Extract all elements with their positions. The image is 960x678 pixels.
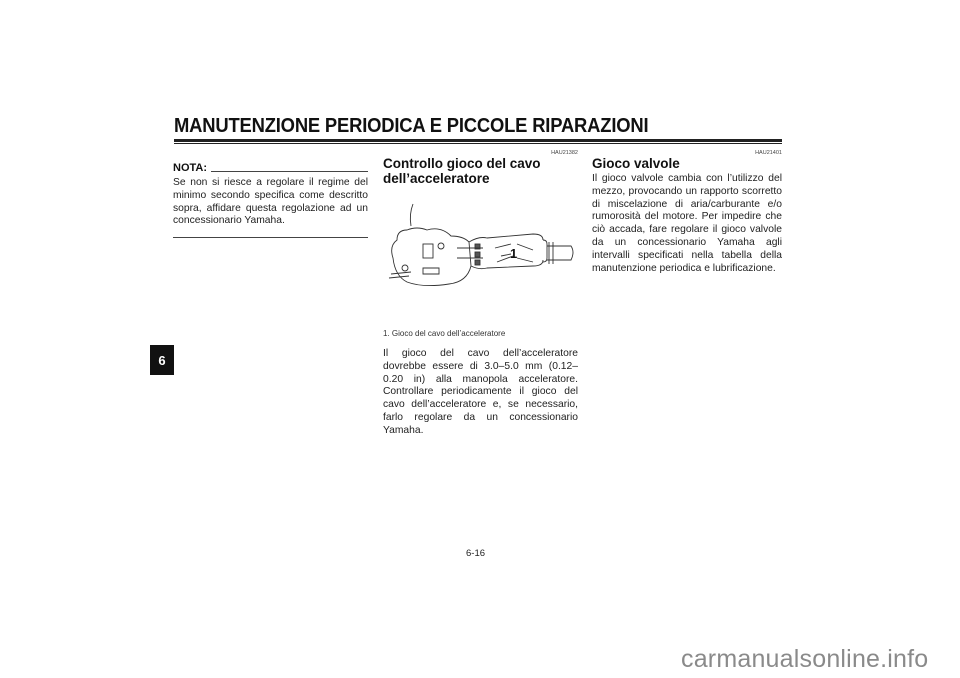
watermark: carmanualsonline.info bbox=[681, 645, 929, 673]
left-column bbox=[173, 150, 368, 238]
page-number: 6-16 bbox=[466, 548, 486, 559]
throttle-grip-illustration bbox=[383, 196, 578, 306]
valve-clearance-body: Il gioco valvole cambia con l’utilizzo del mezzo, provocando un rapporto scorretto di miscelazione di aria/carburante e/o rumorosità del motore. Per impedire che ciò accada, fare regolare il gioco valvole da un concessionario Yamaha agli intervalli specificati nella tabella della manutenzione periodica e lubrificazione. bbox=[592, 173, 782, 274]
section-title-throttle-cable: Controllo gioco del cavo dell’acceleratore bbox=[383, 156, 541, 186]
nota-label: NOTA: bbox=[173, 162, 208, 174]
section-ref-code: HAU21401 bbox=[755, 150, 782, 156]
nota-bottom-rule bbox=[173, 237, 368, 238]
middle-column bbox=[383, 150, 578, 438]
throttle-grip-icon bbox=[383, 196, 578, 306]
nota-header bbox=[173, 162, 368, 174]
right-column bbox=[592, 150, 782, 275]
nota-top-rule bbox=[211, 171, 368, 172]
illustration-caption: 1. Gioco del cavo dell’acceleratore bbox=[383, 329, 506, 338]
page-title: MANUTENZIONE PERIODICA E PICCOLE RIPARAZIONI bbox=[174, 115, 649, 137]
nota-text: Se non si riesce a regolare il regime del minimo secondo specifica come descritto sopra, affidare questa regolazione ad un concessionario Yamaha. bbox=[173, 177, 368, 227]
section-title-valve-clearance: Gioco valvole bbox=[592, 156, 680, 171]
chapter-tab bbox=[150, 345, 174, 375]
section-ref-code: HAU21382 bbox=[551, 150, 578, 156]
svg-text:1: 1 bbox=[510, 246, 518, 261]
chapter-number: 6 bbox=[158, 352, 166, 368]
throttle-cable-body: Il gioco del cavo dell’acceleratore dovrebbe essere di 3.0–5.0 mm (0.12–0.20 in) alla manopola acceleratore. Controllare periodicamente il gioco del cavo dell’acceleratore e, se necessario, farlo regolare da un concessionario Yamaha. bbox=[383, 348, 578, 436]
heading-double-rule bbox=[174, 139, 782, 144]
